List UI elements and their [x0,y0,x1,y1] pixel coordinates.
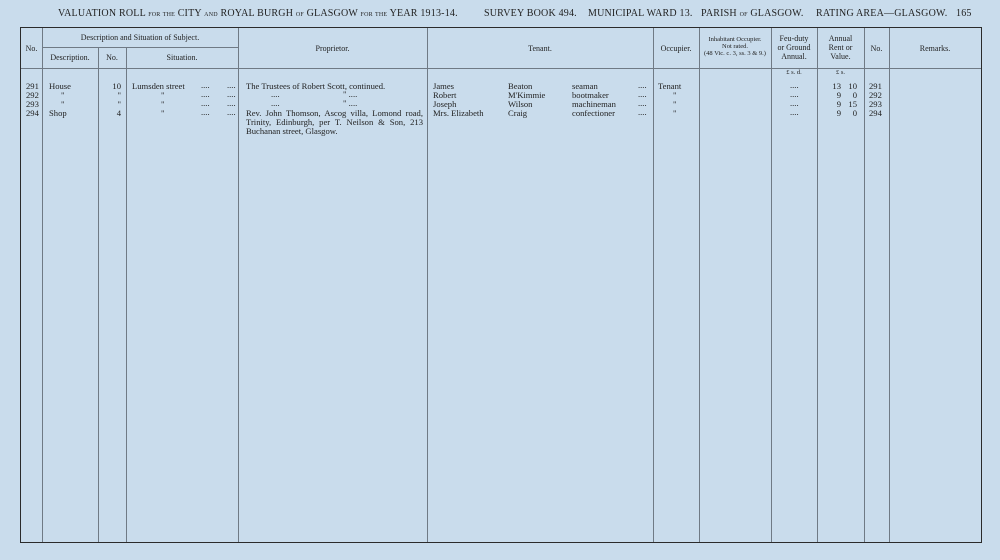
row-no: 294 [26,108,39,118]
row-no-right: 292 [869,90,882,100]
survey-book: SURVEY BOOK 494. [484,8,577,19]
row-tenant-last: Wilson [508,99,533,109]
row-no: 291 [26,81,39,91]
row-tenant-first: Robert [433,90,457,100]
page-number: 165 [956,8,972,19]
title-text: for the [148,9,175,18]
title-text: YEAR 1913-14. [389,8,458,19]
row-tenant-dots: .... [638,89,647,99]
row-description: " [61,99,65,109]
header-description: Description. [50,53,90,62]
column-rule [817,28,818,542]
title-roll [58,8,458,19]
row-tenant-dots: .... [638,107,647,117]
title-text: CITY [177,8,202,19]
row-tenant-first: Joseph [433,99,457,109]
row-pounds: 13 [832,81,841,91]
column-rule [889,28,890,542]
row-number: 4 [116,108,121,118]
row-occupier: Tenant [658,81,682,91]
row-no: 293 [26,99,39,109]
row-no-right: 294 [869,108,882,118]
row-tenant-dots: .... [638,98,647,108]
row-tenant-occupation: bootmaker [572,90,609,100]
header-text: Inhabitant Occupier. [708,36,762,43]
row-shillings: 15 [848,99,857,109]
row-situation-dots: .... [201,89,210,99]
annual-units: £ s. [835,69,846,76]
row-situation-dots: .... [201,98,210,108]
row-proprietor: Rev. John Thomson, Ascog villa, Lomond road, Trinity, Edinburgh, per T. Neilson & Son, 213 Buchanan street, Glasgow. [246,108,423,136]
row-number: " [117,90,121,100]
header-situation: Situation. [166,53,198,62]
parish [701,8,804,19]
row-proprietor: .... [271,98,280,108]
title-text: of [295,9,304,18]
row-situation: Lumsden street [132,81,185,91]
municipal-ward: MUNICIPAL WARD 13. [588,8,693,19]
title-text: and [204,9,218,18]
header-text: Annual [828,34,853,43]
row-tenant-last: Craig [508,108,528,118]
row-shillings: 0 [852,108,857,118]
header-text: Annual. [781,52,807,61]
column-rule [42,28,43,542]
row-pounds: 9 [836,90,841,100]
rating-area: RATING AREA—GLASGOW. [816,8,948,19]
row-situation: " [161,99,165,109]
header-text: Feu-duty [779,34,809,43]
title-text: ROYAL BURGH [220,8,294,19]
row-shillings: 0 [852,90,857,100]
row-tenant-first: James [433,81,455,91]
row-feu: .... [790,80,799,90]
title-text: PARISH [701,8,737,19]
row-no: 292 [26,90,39,100]
row-proprietor-ditto: " .... [343,89,358,99]
header-occupier: Occupier. [660,44,692,53]
row-situation-dots: .... [227,80,236,90]
row-tenant-occupation: machineman [572,99,616,109]
row-feu: .... [790,89,799,99]
header-feu-duty [771,34,817,61]
header-rule [42,47,238,48]
title-text: VALUATION ROLL [58,8,146,19]
title-text: for the [360,9,388,18]
row-pounds: 9 [836,99,841,109]
header-inhabitant [699,36,771,57]
header-text: Rent or [828,43,853,52]
header-no: No. [25,44,38,53]
row-situation-dots: .... [227,98,236,108]
column-rule [864,28,865,542]
row-situation: " [161,90,165,100]
header-annual-rent [817,34,864,61]
title-text: of [739,9,748,18]
row-situation-dots: .... [201,107,210,117]
row-number: 10 [112,81,121,91]
row-tenant-last: Beaton [508,81,533,91]
row-description: House [49,81,71,91]
row-tenant-last: M'Kimmie [508,90,546,100]
header-proprietor: Proprietor. [315,44,350,53]
row-tenant-occupation: confectioner [572,108,615,118]
header-text: Value. [830,52,851,61]
row-description: Shop [49,108,67,118]
header-number: No. [106,53,118,62]
header-text: Not rated. [722,43,748,50]
row-situation-dots: .... [201,80,210,90]
row-tenant-occupation: seaman [572,81,598,91]
row-number: " [117,99,121,109]
row-occupier: " [673,90,677,100]
feu-units: £ s. d. [786,69,802,76]
header-no-right: No. [870,44,883,53]
header-text: or Ground [777,43,811,52]
row-no-right: 293 [869,99,882,109]
row-no-right: 291 [869,81,882,91]
title-text: GLASGOW [306,8,358,19]
row-proprietor: .... [271,89,280,99]
page-title [0,8,1000,24]
row-feu: .... [790,98,799,108]
row-occupier: " [673,99,677,109]
row-situation-dots: .... [227,89,236,99]
header-tenant: Tenant. [528,44,552,53]
row-situation: " [161,108,165,118]
header-text: (48 Vic. c. 3, ss. 3 & 9.) [704,50,766,57]
header-description-group: Description and Situation of Subject. [80,33,200,42]
row-tenant-dots: .... [638,80,647,90]
row-pounds: 9 [836,108,841,118]
column-rule [771,28,772,542]
row-situation-dots: .... [227,107,236,117]
row-shillings: 10 [848,81,857,91]
row-description: " [61,90,65,100]
row-occupier: " [673,108,677,118]
row-tenant-first: Mrs. Elizabeth [433,108,484,118]
column-rule [427,28,428,542]
column-rule [699,28,700,542]
header-remarks: Remarks. [919,44,951,53]
title-text: GLASGOW. [750,8,804,19]
column-rule [653,28,654,542]
row-proprietor: The Trustees of Robert Scott, continued. [246,81,386,91]
column-rule [98,47,99,542]
valuation-table [20,27,982,543]
row-feu: .... [790,107,799,117]
row-proprietor-ditto: " .... [343,98,358,108]
column-rule [238,28,239,542]
column-rule [126,47,127,542]
